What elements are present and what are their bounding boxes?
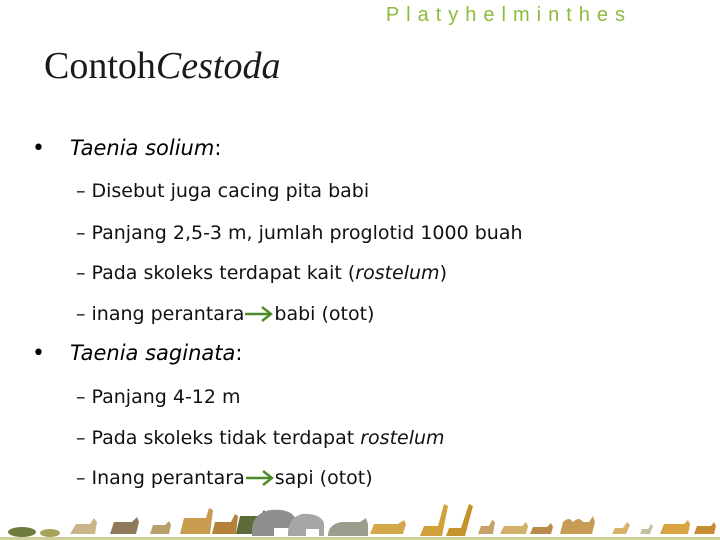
list-item: – Disebut juga cacing pita babi xyxy=(76,180,370,202)
bullet-taenia-saginata xyxy=(32,341,242,366)
bullet-term: Taenia saginata xyxy=(70,341,236,365)
bullet-dot-icon: • xyxy=(32,136,45,161)
bullet-taenia-solium xyxy=(32,136,221,161)
right-arrow-icon xyxy=(245,469,275,487)
title-italic: Cestoda xyxy=(155,45,281,87)
header-word: Platyhelminthes xyxy=(385,4,632,26)
list-item: – Panjang 4-12 m xyxy=(76,386,241,408)
list-item: – Pada skoleks terdapat kait (rostelum) xyxy=(76,262,447,284)
list-item: – Pada skoleks tidak terdapat rostelum xyxy=(76,427,445,449)
bullet-suffix: : xyxy=(214,136,222,160)
bullet-dot-icon: • xyxy=(32,341,45,366)
animal-silhouettes xyxy=(0,496,720,540)
list-item: – inang perantara babi (otot) xyxy=(76,303,375,325)
list-item: – Panjang 2,5-3 m, jumlah proglotid 1000 buah xyxy=(76,222,523,244)
list-item: – Inang perantara sapi (otot) xyxy=(76,467,373,489)
right-arrow-icon xyxy=(244,305,274,323)
bullet-term: Taenia solium xyxy=(70,136,215,160)
title-plain: Contoh xyxy=(44,45,156,87)
bullet-suffix: : xyxy=(235,341,243,365)
